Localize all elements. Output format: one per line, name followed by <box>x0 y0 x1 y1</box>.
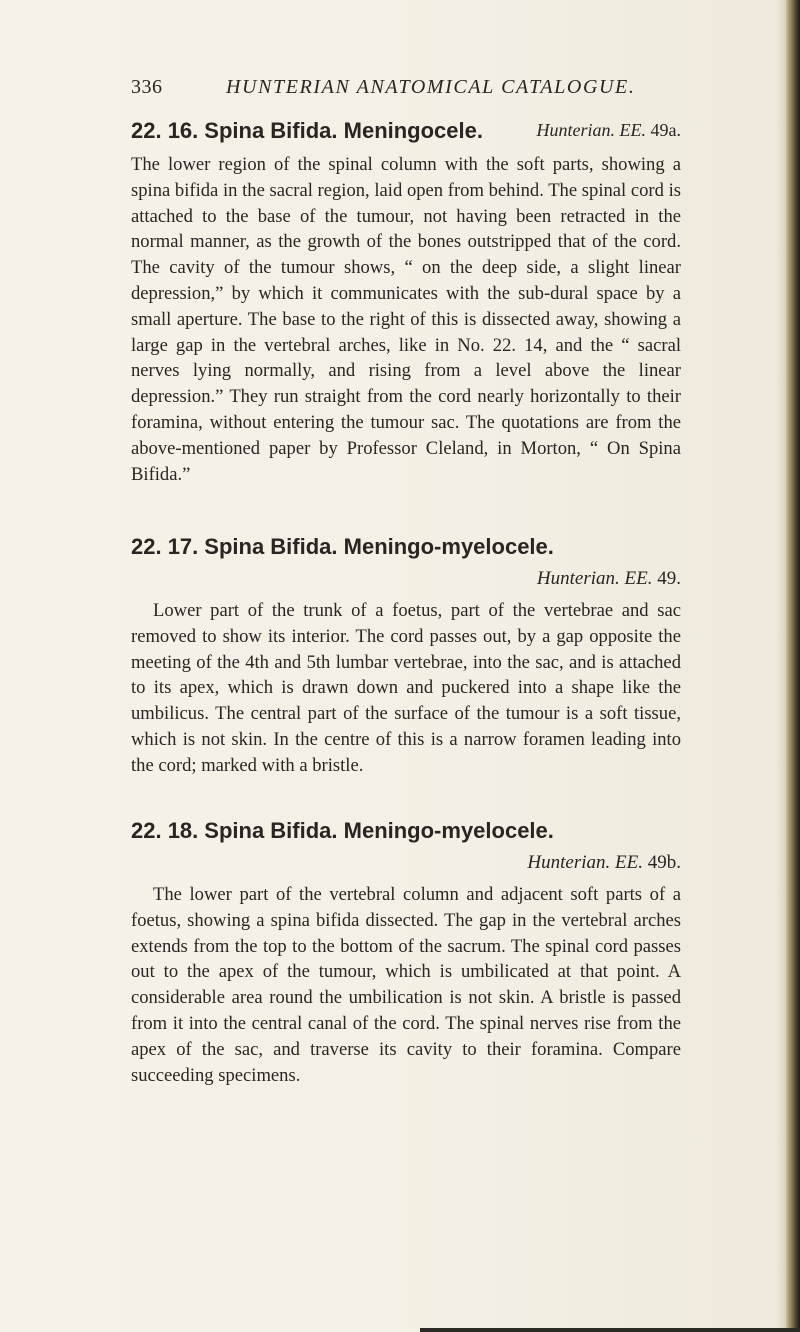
entry-number: 22. 17. <box>131 534 199 559</box>
entry-number: 22. 18. <box>131 818 199 843</box>
catalogue-entry <box>131 818 681 1088</box>
collection-reference <box>131 564 681 594</box>
collection-name: Hunterian. EE. <box>536 568 653 589</box>
reference-number: 49b. <box>647 852 681 873</box>
entry-number: 22. 16. <box>131 118 199 143</box>
entry-title: Spina Bifida. Meningo-myelocele. <box>204 818 554 843</box>
bottom-edge <box>420 1328 800 1332</box>
collection-reference <box>537 120 682 141</box>
reference-number: 49a. <box>650 120 681 140</box>
entry-title: Spina Bifida. Meningo-myelocele. <box>204 534 554 559</box>
entry-description: Lower part of the trunk of a foetus, part of the vertebrae and sac removed to show its interior. The cord passes out, by a gap opposite the meeting of the 4th and 5th lumbar vertebrae, into the sac, and is attached to its apex, which is drawn down and puckered into a shape like the umbilicus. The central part of the surface of the tumour is a soft tissue, which is not skin. In the centre of this is a narrow foramen leading into the cord; marked with a bristle. <box>131 600 681 776</box>
collection-reference <box>131 848 681 878</box>
entry-description: The lower region of the spinal column with the soft parts, showing a spina bifida in the sacral region, laid open from behind. The spinal cord is attached to the base of the tumour, not having been retracted in the normal manner, as the growth of the bones outstripped that of the cord. The cavity of the tumour shows, “ on the deep side, a slight linear depression,” by which it communicates with the sub-dural space by a small aperture. The base to the right of this is dissected away, showing a large gap in the vertebral arches, like in No. 22. 14, and the “ sacral nerves lying normally, and rising from a level above the linear depression.” They run straight from the cord nearly horizontally to their foramina, without entering the tumour sac. The quotations are from the above-mentioned paper by Professor Cleland, in Morton, “ On Spina Bifida.” <box>131 154 681 485</box>
entry-heading <box>131 818 681 848</box>
entry-heading <box>131 534 681 564</box>
collection-name: Hunterian. EE. <box>536 120 646 140</box>
binding-shadow <box>776 0 786 1332</box>
catalogue-entry <box>131 118 681 487</box>
entry-description: The lower part of the vertebral column and adjacent soft parts of a foetus, showing a spina bifida dissected. The gap in the vertebral arches extends from the top to the bottom of the sacrum. The spinal cord passes out to the apex of the tumour, which is umbilicated at that point. A considerable area round the umbilication is not skin. A bristle is passed from it into the central canal of the cord. The spinal nerves rise from the apex of the sac, and traverse its cavity to their foramina. Compare succeeding specimens. <box>131 884 681 1086</box>
catalogue-entry <box>131 534 681 779</box>
page-edge <box>786 0 800 1332</box>
entry-heading <box>131 118 681 148</box>
page-number: 336 <box>131 76 163 98</box>
reference-number: 49. <box>657 568 681 589</box>
running-title: HUNTERIAN ANATOMICAL CATALOGUE. <box>226 76 636 98</box>
entry-title: Spina Bifida. Meningocele. <box>204 118 483 143</box>
collection-name: Hunterian. EE. <box>527 852 643 873</box>
